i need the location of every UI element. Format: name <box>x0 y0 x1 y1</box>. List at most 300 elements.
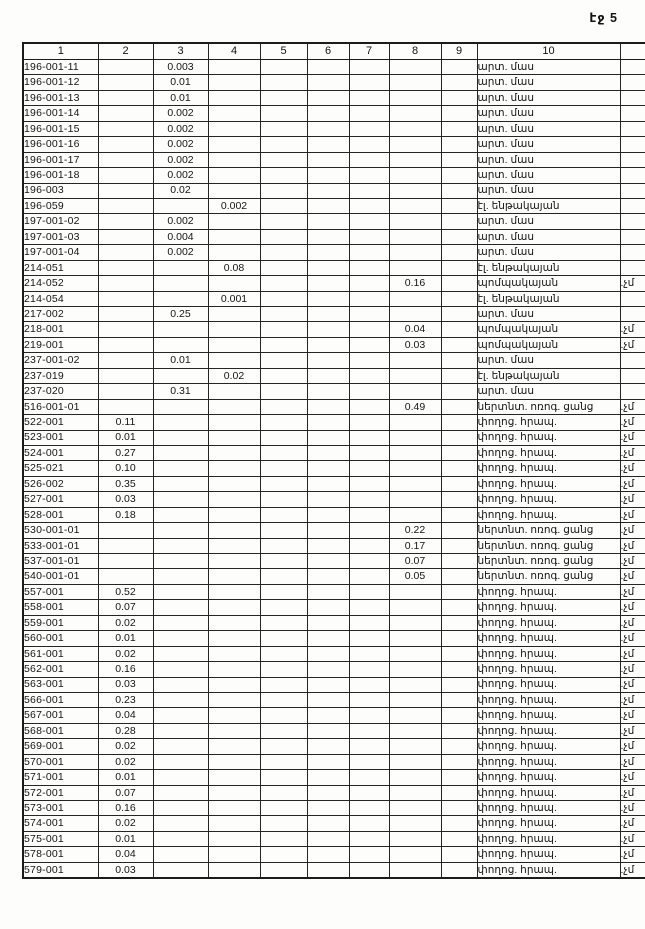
value-cell <box>260 337 307 352</box>
table-row <box>23 723 645 738</box>
description-cell: փողոց. հրապ. <box>477 415 620 430</box>
description-cell: էլ. ենթակայան <box>477 198 620 213</box>
margin-note <box>620 260 645 275</box>
margin-note: .չմ <box>620 399 645 414</box>
value-cell: 0.002 <box>153 168 208 183</box>
value-cell <box>307 399 349 414</box>
margin-note <box>620 137 645 152</box>
page-number-label: էջ 5 <box>589 11 618 25</box>
table-row <box>23 245 645 260</box>
value-cell <box>208 183 260 198</box>
margin-note <box>620 229 645 244</box>
code-cell: 530-001-01 <box>23 523 98 538</box>
code-cell: 537-001-01 <box>23 554 98 569</box>
value-cell <box>389 631 441 646</box>
description-cell: արտ. մաս <box>477 245 620 260</box>
value-cell <box>307 554 349 569</box>
value-cell <box>208 245 260 260</box>
value-cell <box>389 476 441 491</box>
value-cell <box>441 106 477 121</box>
value-cell <box>389 307 441 322</box>
value-cell: 0.03 <box>98 492 153 507</box>
value-cell <box>389 168 441 183</box>
code-cell: 567-001 <box>23 708 98 723</box>
value-cell: 0.002 <box>153 245 208 260</box>
value-cell <box>349 368 389 383</box>
code-cell: 569-001 <box>23 739 98 754</box>
value-cell <box>260 523 307 538</box>
margin-note <box>620 368 645 383</box>
code-cell: 196-001-11 <box>23 60 98 75</box>
value-cell <box>349 415 389 430</box>
code-cell: 218-001 <box>23 322 98 337</box>
value-cell <box>389 801 441 816</box>
value-cell <box>307 106 349 121</box>
code-cell: 219-001 <box>23 337 98 352</box>
value-cell <box>153 538 208 553</box>
table-row <box>23 816 645 831</box>
value-cell <box>98 276 153 291</box>
value-cell <box>208 723 260 738</box>
value-cell: 0.04 <box>389 322 441 337</box>
value-cell <box>441 276 477 291</box>
margin-note: .չմ <box>620 507 645 522</box>
value-cell <box>260 600 307 615</box>
value-cell <box>389 152 441 167</box>
value-cell <box>208 600 260 615</box>
value-cell <box>98 307 153 322</box>
value-cell: 0.01 <box>98 831 153 846</box>
margin-note: .չմ <box>620 754 645 769</box>
value-cell <box>260 198 307 213</box>
value-cell <box>260 183 307 198</box>
code-cell: 526-002 <box>23 476 98 491</box>
value-cell <box>260 291 307 306</box>
value-cell <box>208 615 260 630</box>
value-cell <box>208 307 260 322</box>
value-cell <box>98 353 153 368</box>
value-cell <box>98 198 153 213</box>
code-cell: 196-001-16 <box>23 137 98 152</box>
code-cell: 196-001-12 <box>23 75 98 90</box>
value-cell: 0.25 <box>153 307 208 322</box>
margin-note: .չմ <box>620 415 645 430</box>
value-cell <box>441 399 477 414</box>
value-cell <box>260 831 307 846</box>
value-cell <box>349 569 389 584</box>
value-cell <box>307 754 349 769</box>
table-row <box>23 137 645 152</box>
value-cell <box>307 492 349 507</box>
value-cell <box>260 106 307 121</box>
description-cell: փողոց. հրապ. <box>477 785 620 800</box>
code-cell: 237-020 <box>23 384 98 399</box>
value-cell <box>98 183 153 198</box>
value-cell <box>260 476 307 491</box>
value-cell: 0.001 <box>208 291 260 306</box>
description-cell: փողոց. հրապ. <box>477 461 620 476</box>
value-cell <box>441 229 477 244</box>
table-row <box>23 152 645 167</box>
value-cell <box>307 368 349 383</box>
value-cell <box>349 152 389 167</box>
code-cell: 568-001 <box>23 723 98 738</box>
value-cell <box>208 554 260 569</box>
value-cell <box>153 476 208 491</box>
value-cell <box>260 785 307 800</box>
value-cell: 0.18 <box>98 507 153 522</box>
margin-note: .չմ <box>620 770 645 785</box>
value-cell <box>441 307 477 322</box>
value-cell <box>208 507 260 522</box>
value-cell <box>307 770 349 785</box>
value-cell <box>208 785 260 800</box>
value-cell <box>260 399 307 414</box>
description-cell: փողոց. հրապ. <box>477 739 620 754</box>
value-cell <box>208 770 260 785</box>
value-cell <box>389 445 441 460</box>
value-cell <box>307 507 349 522</box>
value-cell <box>260 507 307 522</box>
margin-note: .չմ <box>620 600 645 615</box>
description-cell: փողոց. հրապ. <box>477 600 620 615</box>
value-cell <box>153 507 208 522</box>
code-cell: 575-001 <box>23 831 98 846</box>
value-cell: 0.03 <box>98 862 153 878</box>
value-cell <box>389 723 441 738</box>
value-cell <box>153 276 208 291</box>
code-cell: 523-001 <box>23 430 98 445</box>
code-cell: 560-001 <box>23 631 98 646</box>
code-cell: 217-002 <box>23 307 98 322</box>
value-cell <box>349 60 389 75</box>
value-cell <box>260 461 307 476</box>
value-cell <box>389 60 441 75</box>
value-cell <box>441 90 477 105</box>
value-cell <box>98 322 153 337</box>
value-cell <box>260 445 307 460</box>
margin-note: .չմ <box>620 739 645 754</box>
value-cell <box>260 754 307 769</box>
description-cell: փողոց. հրապ. <box>477 445 620 460</box>
margin-note: .չմ <box>620 337 645 352</box>
value-cell <box>260 554 307 569</box>
column-header: 10 <box>477 43 620 60</box>
table-row <box>23 183 645 198</box>
value-cell <box>307 816 349 831</box>
margin-note <box>620 106 645 121</box>
table-row <box>23 631 645 646</box>
description-cell: արտ. մաս <box>477 60 620 75</box>
value-cell <box>441 677 477 692</box>
description-cell: պոմպակայան <box>477 337 620 352</box>
table-row <box>23 260 645 275</box>
data-table <box>22 42 645 879</box>
value-cell <box>307 384 349 399</box>
value-cell <box>208 862 260 878</box>
value-cell <box>349 862 389 878</box>
value-cell <box>389 584 441 599</box>
value-cell <box>98 75 153 90</box>
value-cell <box>441 75 477 90</box>
margin-note: .չմ <box>620 615 645 630</box>
margin-note: .չմ <box>620 816 645 831</box>
value-cell <box>307 353 349 368</box>
value-cell <box>208 353 260 368</box>
value-cell <box>307 445 349 460</box>
value-cell <box>153 677 208 692</box>
value-cell <box>208 831 260 846</box>
value-cell <box>389 75 441 90</box>
table-row <box>23 476 645 491</box>
code-cell: 572-001 <box>23 785 98 800</box>
value-cell <box>260 723 307 738</box>
table-row <box>23 415 645 430</box>
value-cell <box>389 214 441 229</box>
value-cell <box>349 260 389 275</box>
margin-note: .չմ <box>620 847 645 862</box>
description-cell: փողոց. հրապ. <box>477 662 620 677</box>
value-cell <box>441 708 477 723</box>
description-cell: արտ. մաս <box>477 353 620 368</box>
value-cell <box>307 168 349 183</box>
value-cell <box>349 831 389 846</box>
value-cell <box>349 198 389 213</box>
value-cell <box>208 754 260 769</box>
margin-note <box>620 245 645 260</box>
value-cell <box>441 214 477 229</box>
description-cell: փողոց. հրապ. <box>477 708 620 723</box>
value-cell <box>153 723 208 738</box>
code-cell: 574-001 <box>23 816 98 831</box>
code-cell: 559-001 <box>23 615 98 630</box>
header-row <box>23 43 645 60</box>
value-cell <box>349 322 389 337</box>
value-cell <box>349 662 389 677</box>
value-cell <box>389 461 441 476</box>
table-row <box>23 523 645 538</box>
table-row <box>23 337 645 352</box>
value-cell <box>307 631 349 646</box>
table-row <box>23 229 645 244</box>
value-cell <box>208 538 260 553</box>
value-cell <box>153 554 208 569</box>
value-cell <box>260 646 307 661</box>
value-cell <box>260 816 307 831</box>
value-cell <box>208 106 260 121</box>
description-cell: փողոց. հրապ. <box>477 723 620 738</box>
code-cell: 197-001-03 <box>23 229 98 244</box>
margin-note: .չմ <box>620 461 645 476</box>
value-cell <box>307 90 349 105</box>
table-row <box>23 430 645 445</box>
value-cell <box>208 445 260 460</box>
value-cell <box>153 461 208 476</box>
value-cell <box>349 121 389 136</box>
column-header: 5 <box>260 43 307 60</box>
value-cell <box>441 137 477 152</box>
value-cell <box>389 229 441 244</box>
value-cell <box>208 152 260 167</box>
value-cell <box>98 399 153 414</box>
value-cell: 0.02 <box>208 368 260 383</box>
value-cell <box>349 507 389 522</box>
description-cell: փողոց. հրապ. <box>477 584 620 599</box>
table-row <box>23 291 645 306</box>
value-cell <box>349 554 389 569</box>
value-cell <box>441 152 477 167</box>
value-cell <box>307 229 349 244</box>
description-cell: փողոց. հրապ. <box>477 677 620 692</box>
table-row <box>23 353 645 368</box>
value-cell <box>260 584 307 599</box>
value-cell <box>349 492 389 507</box>
description-cell: փողոց. հրապ. <box>477 754 620 769</box>
margin-note: .չմ <box>620 785 645 800</box>
value-cell: 0.02 <box>98 646 153 661</box>
table-row <box>23 168 645 183</box>
value-cell <box>208 90 260 105</box>
value-cell <box>260 168 307 183</box>
description-cell: արտ. մաս <box>477 75 620 90</box>
value-cell <box>349 353 389 368</box>
value-cell <box>441 492 477 507</box>
value-cell <box>389 739 441 754</box>
value-cell <box>389 646 441 661</box>
code-cell: 524-001 <box>23 445 98 460</box>
value-cell: 0.04 <box>98 847 153 862</box>
value-cell <box>260 353 307 368</box>
value-cell <box>208 75 260 90</box>
value-cell <box>307 584 349 599</box>
value-cell <box>389 121 441 136</box>
description-cell: փողոց. հրապ. <box>477 847 620 862</box>
description-cell: էլ. ենթակայան <box>477 291 620 306</box>
value-cell <box>153 322 208 337</box>
value-cell <box>98 90 153 105</box>
value-cell <box>349 384 389 399</box>
code-cell: 196-001-13 <box>23 90 98 105</box>
value-cell <box>153 662 208 677</box>
value-cell <box>153 801 208 816</box>
value-cell: 0.002 <box>153 121 208 136</box>
column-header: 4 <box>208 43 260 60</box>
value-cell <box>153 198 208 213</box>
value-cell <box>307 615 349 630</box>
value-cell <box>153 368 208 383</box>
value-cell <box>307 538 349 553</box>
description-cell: փողոց. հրապ. <box>477 492 620 507</box>
description-cell: արտ. մաս <box>477 307 620 322</box>
value-cell: 0.35 <box>98 476 153 491</box>
table-row <box>23 831 645 846</box>
margin-note: .չմ <box>620 430 645 445</box>
table-row <box>23 554 645 569</box>
value-cell <box>349 229 389 244</box>
value-cell <box>389 754 441 769</box>
value-cell <box>389 415 441 430</box>
value-cell: 0.49 <box>389 399 441 414</box>
margin-note <box>620 60 645 75</box>
value-cell <box>389 183 441 198</box>
value-cell <box>98 229 153 244</box>
value-cell <box>98 60 153 75</box>
value-cell <box>349 183 389 198</box>
value-cell <box>208 415 260 430</box>
value-cell <box>389 90 441 105</box>
margin-note: .չմ <box>620 276 645 291</box>
value-cell <box>441 569 477 584</box>
value-cell <box>260 615 307 630</box>
value-cell <box>153 646 208 661</box>
value-cell <box>208 399 260 414</box>
value-cell: 0.002 <box>153 152 208 167</box>
value-cell <box>349 801 389 816</box>
column-header: 2 <box>98 43 153 60</box>
margin-note-header <box>620 43 645 60</box>
table-row <box>23 584 645 599</box>
value-cell <box>441 322 477 337</box>
value-cell <box>208 692 260 707</box>
value-cell <box>208 569 260 584</box>
value-cell <box>441 121 477 136</box>
value-cell <box>153 831 208 846</box>
code-cell: 196-001-18 <box>23 168 98 183</box>
code-cell: 214-054 <box>23 291 98 306</box>
description-cell: արտ. մաս <box>477 214 620 229</box>
value-cell <box>153 291 208 306</box>
value-cell <box>349 214 389 229</box>
value-cell <box>349 430 389 445</box>
value-cell <box>153 260 208 275</box>
value-cell <box>153 862 208 878</box>
value-cell <box>153 631 208 646</box>
column-header: 9 <box>441 43 477 60</box>
value-cell <box>307 785 349 800</box>
value-cell <box>153 739 208 754</box>
description-cell: փողոց. հրապ. <box>477 646 620 661</box>
value-cell <box>441 476 477 491</box>
value-cell <box>260 739 307 754</box>
value-cell <box>389 245 441 260</box>
value-cell: 0.003 <box>153 60 208 75</box>
margin-note: .չմ <box>620 538 645 553</box>
value-cell: 0.01 <box>98 770 153 785</box>
value-cell: 0.01 <box>153 353 208 368</box>
table-row <box>23 461 645 476</box>
value-cell <box>307 801 349 816</box>
code-cell: 571-001 <box>23 770 98 785</box>
value-cell <box>349 770 389 785</box>
code-cell: 214-051 <box>23 260 98 275</box>
value-cell <box>260 60 307 75</box>
value-cell <box>389 785 441 800</box>
code-cell: 558-001 <box>23 600 98 615</box>
value-cell <box>307 415 349 430</box>
description-cell: փողոց. հրապ. <box>477 816 620 831</box>
value-cell <box>98 152 153 167</box>
value-cell: 0.02 <box>98 754 153 769</box>
description-cell: փողոց. հրապ. <box>477 831 620 846</box>
margin-note: .չմ <box>620 584 645 599</box>
value-cell: 0.03 <box>389 337 441 352</box>
table-row <box>23 492 645 507</box>
code-cell: 566-001 <box>23 692 98 707</box>
value-cell <box>153 847 208 862</box>
code-cell: 525-021 <box>23 461 98 476</box>
value-cell <box>260 770 307 785</box>
value-cell <box>307 569 349 584</box>
